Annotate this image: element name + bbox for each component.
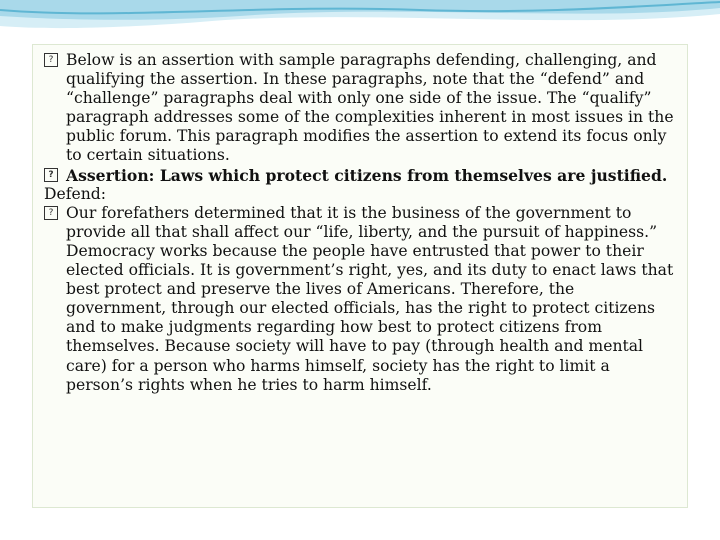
intro-text: Below is an assertion with sample paragraphs defending, challenging, and qualifying the assertion. In these paragraphs, note that the “defend” and “challenge” paragraphs deal with only one side of the issue. The “qualify” paragraph addresses some of the complexities inherent in most issues in the public forum. This paragraph modifies the assertion to extend its focus only to certain situations. <box>66 51 674 165</box>
missing-glyph-icon: ? <box>44 168 58 182</box>
assertion-text: Assertion: Laws which protect citizens from themselves are justified. <box>66 165 668 185</box>
slide-body <box>44 51 674 395</box>
defend-paragraph <box>44 204 674 395</box>
defend-heading: Defend: <box>44 184 107 203</box>
assertion-paragraph <box>44 166 674 185</box>
missing-glyph-icon: ? <box>44 53 58 67</box>
header-wave-decoration <box>0 0 720 48</box>
defend-text: Our forefathers determined that it is the business of the government to provide all that shall affect our “life, liberty, and the pursuit of happiness.” Democracy works because the people have entrusted that power to their elected officials. It is government’s right, yes, and its duty to enact laws that best protect and preserve the lives of Americans. Therefore, the government, through our elected officials, has the right to protect citizens and to make judgments regarding how best to protect citizens from themselves. Because society will have to pay (through health and mental care) for a person who harms himself, society has the right to limit a person’s rights when he tries to harm himself. <box>66 203 674 394</box>
missing-glyph-icon: ? <box>44 206 58 220</box>
intro-paragraph <box>44 51 674 166</box>
